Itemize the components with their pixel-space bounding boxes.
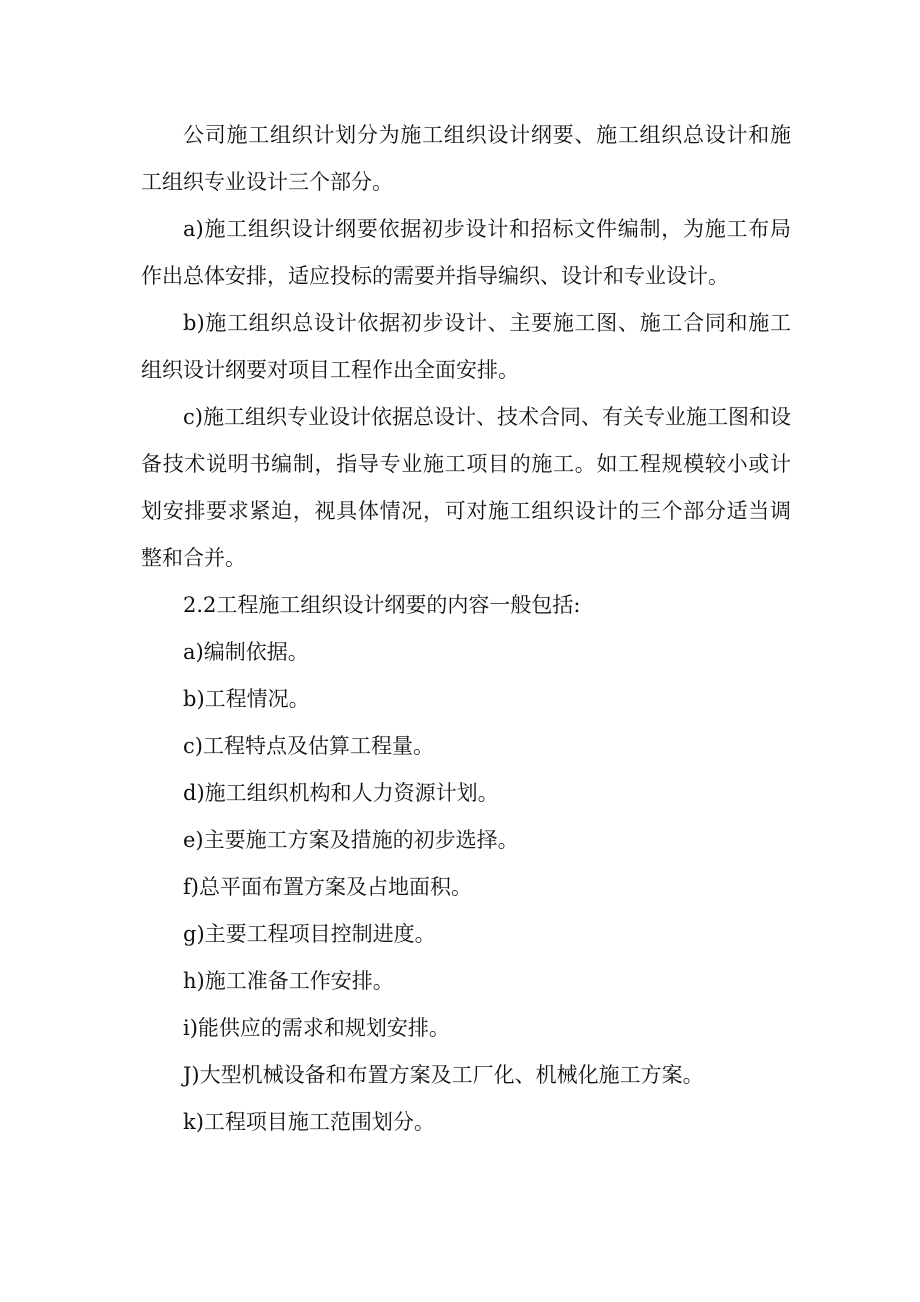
document-body bbox=[141, 112, 791, 1146]
section-heading-2-2: 2.2工程施工组织设计纲要的内容一般包括: bbox=[183, 593, 581, 617]
list-item: e)主要施工方案及措施的初步选择。 bbox=[183, 828, 519, 852]
paragraph-item-c: c)施工组织专业设计依据总设计、技术合同、有关专业施工图和设备技术说明书编制，指导专业施工项目的施工。如工程规模较小或计划安排要求紧迫，视具体情况，可对施工组织设计的三个部分适当调整和合并。 bbox=[141, 405, 791, 570]
list-item: h)施工准备工作安排。 bbox=[183, 969, 394, 993]
list-item: f)总平面布置方案及占地面积。 bbox=[183, 875, 472, 899]
list-item: k)工程项目施工范围划分。 bbox=[183, 1110, 435, 1134]
list-item: J)大型机械设备和布置方案及工厂化、机械化施工方案。 bbox=[183, 1063, 704, 1087]
list-item: g)主要工程项目控制进度。 bbox=[183, 922, 436, 946]
paragraph-item-a: a)施工组织设计纲要依据初步设计和招标文件编制，为施工布局作出总体安排，适应投标的需要并指导编织、设计和专业设计。 bbox=[141, 217, 791, 288]
list-item: d)施工组织机构和人力资源计划。 bbox=[183, 781, 499, 805]
paragraph-item-b: b)施工组织总设计依据初步设计、主要施工图、施工合同和施工组织设计纲要对项目工程作出全面安排。 bbox=[141, 311, 791, 382]
list-item: b)工程情况。 bbox=[183, 687, 310, 711]
list-item: c)工程特点及估算工程量。 bbox=[183, 734, 434, 758]
list-item: a)编制依据。 bbox=[183, 640, 309, 664]
list-item: i)能供应的需求和规划安排。 bbox=[183, 1016, 450, 1040]
paragraph-intro: 公司施工组织计划分为施工组织设计纲要、施工组织总设计和施工组织专业设计三个部分。 bbox=[141, 123, 791, 194]
